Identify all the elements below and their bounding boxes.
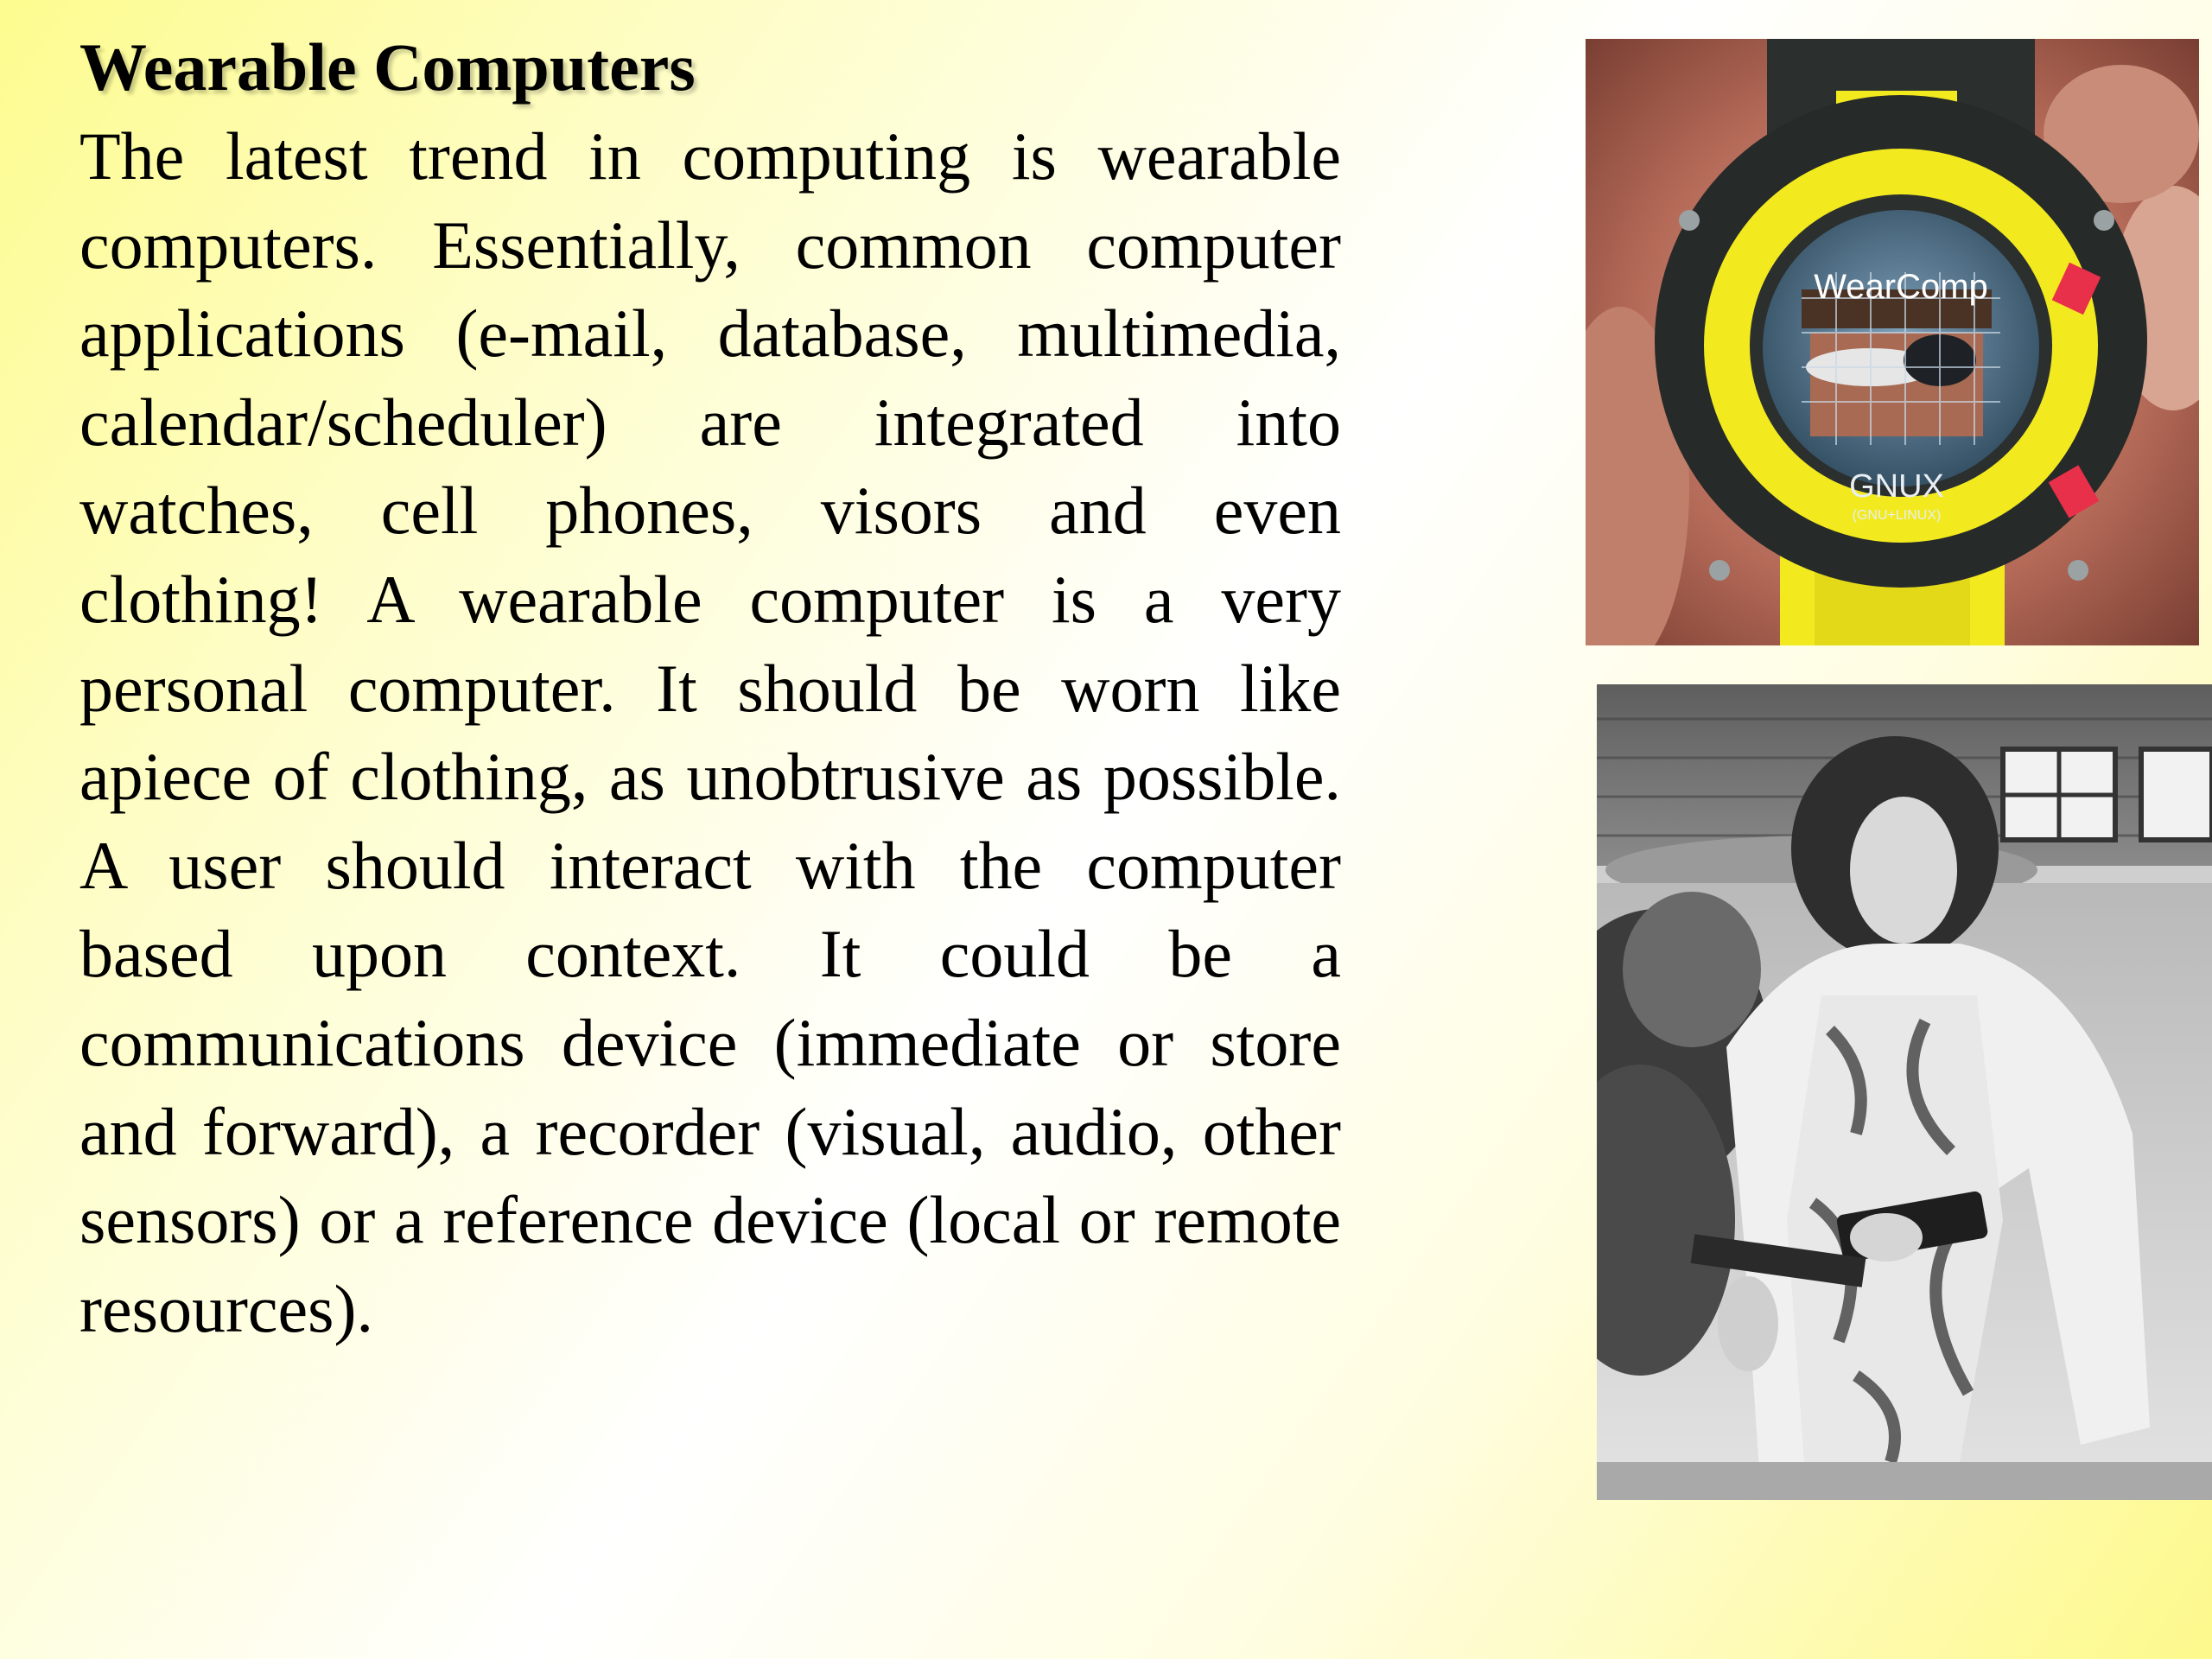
- watch-brand-label: WearComp: [1814, 268, 1988, 306]
- slide-title: Wearable Computers: [79, 29, 696, 105]
- slide-body-text: The latest trend in computing is wearable computers. Essentially, common computer applications (e-mail, database, multimedia, calendar/scheduler) are integrated into watches, cell phones, visors and even clothing! A wearable computer is a very personal computer. It should be worn like apiece of clothing, as unobtrusive as possible. A user should interact with the computer based upon context. It could be a communications device (immediate or store and forward), a recorder (visual, audio, other sensors) or a reference device (local or remote resources).: [79, 118, 1341, 1346]
- watch-os-sub-label: (GNU+LINUX): [1852, 508, 1942, 523]
- watch-os-label: GNUX: [1849, 468, 1944, 505]
- woman-wearable-photo: [1597, 684, 2212, 1500]
- wearcomp-watch-photo: [1586, 39, 2199, 645]
